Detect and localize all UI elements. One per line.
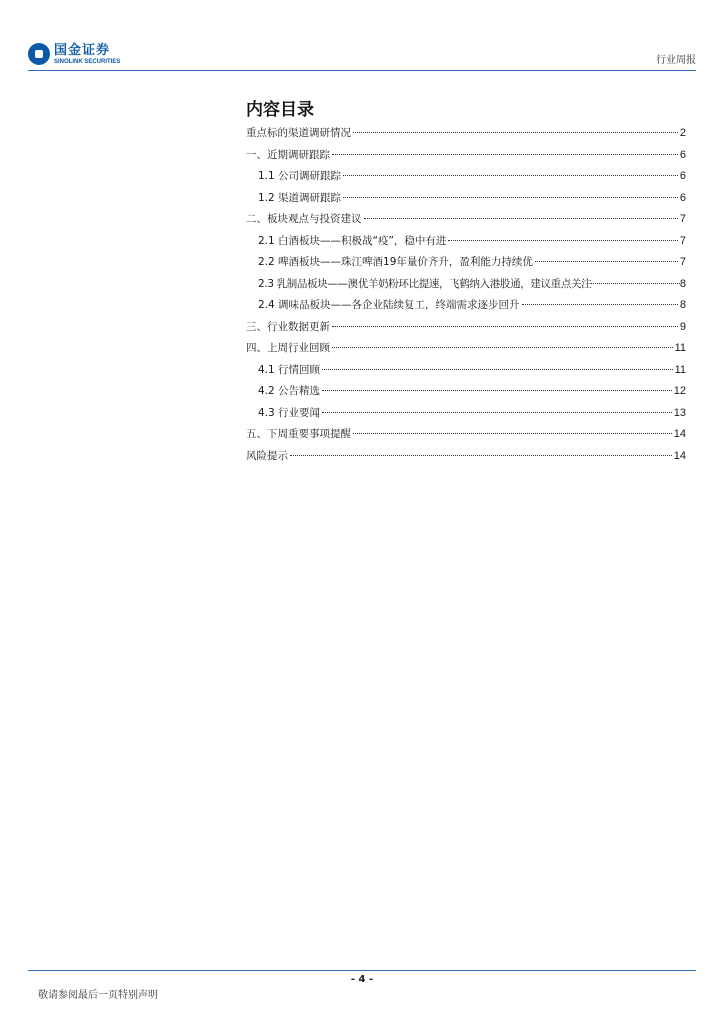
- toc-entry-label: 二、板块观点与投资建议: [246, 213, 362, 225]
- table-of-contents: [246, 95, 686, 469]
- toc-entry-label: 重点标的渠道调研情况: [246, 127, 351, 139]
- toc-entry-page: 6: [679, 170, 686, 182]
- toc-entry-label: 风险提示: [246, 449, 288, 462]
- toc-entry-label: 三、行业数据更新: [246, 320, 330, 333]
- toc-entry-page: 12: [673, 385, 686, 397]
- toc-entry-label: 2.1 白酒板块——积极战“疫”，稳中有进: [258, 234, 447, 247]
- toc-entry[interactable]: [246, 426, 686, 448]
- toc-entry-page: 2: [679, 127, 686, 139]
- toc-entry-page: 8: [679, 277, 686, 290]
- toc-leader-dots: [322, 390, 672, 391]
- toc-leader-dots: [343, 175, 678, 176]
- toc-leader-dots: [591, 283, 680, 284]
- toc-leader-dots: [332, 326, 678, 327]
- toc-entry[interactable]: [246, 233, 686, 255]
- toc-entry[interactable]: [246, 383, 686, 405]
- header-divider: [28, 70, 696, 71]
- toc-entry-label: 4.3 行业要闻: [258, 406, 321, 419]
- page-number: - 4 -: [350, 974, 374, 985]
- toc-entry[interactable]: [246, 276, 686, 298]
- toc-leader-dots: [332, 154, 678, 155]
- toc-entry[interactable]: [246, 254, 686, 276]
- toc-entry-page: 11: [674, 342, 686, 354]
- toc-entry-page: 7: [679, 234, 686, 247]
- toc-entry[interactable]: [246, 319, 686, 341]
- toc-title: 内容目录: [246, 100, 314, 120]
- toc-entry-label: 2.4 调味品板块——各企业陆续复工，终端需求逐步回升: [258, 299, 520, 311]
- toc-entry-label: 一、近期调研跟踪: [246, 148, 330, 161]
- toc-leader-dots: [353, 433, 672, 434]
- toc-entry-page: 7: [679, 256, 686, 268]
- toc-entry-page: 9: [679, 320, 686, 333]
- toc-leader-dots: [332, 347, 673, 348]
- page-header: [28, 38, 696, 70]
- toc-entry[interactable]: [246, 297, 686, 319]
- footer-divider: [28, 970, 696, 971]
- disclaimer-text: 敬请参阅最后一页特别声明: [38, 990, 158, 1001]
- report-type: 行业周报: [656, 55, 696, 66]
- toc-entry[interactable]: [246, 340, 686, 362]
- toc-entry-label: 4.1 行情回顾: [258, 363, 321, 376]
- toc-entry[interactable]: [246, 405, 686, 427]
- toc-entry-page: 6: [679, 191, 686, 204]
- toc-entry[interactable]: [246, 125, 686, 147]
- toc-entry-label: 四、上周行业回顾: [246, 342, 330, 354]
- toc-entry-label: 2.3 乳制品板块——澳优羊奶粉环比提速，飞鹤纳入港股通，建议重点关注: [258, 277, 592, 290]
- toc-entry[interactable]: [246, 168, 686, 190]
- toc-entry-label: 五、下周重要事项提醒: [246, 428, 351, 440]
- toc-leader-dots: [448, 240, 677, 241]
- toc-entry-page: 14: [673, 428, 686, 440]
- toc-leader-dots: [353, 132, 678, 133]
- toc-entry-page: 11: [674, 363, 686, 376]
- toc-entry[interactable]: [246, 448, 686, 470]
- toc-entry-page: 13: [673, 406, 686, 419]
- toc-entry-page: 8: [679, 299, 686, 311]
- company-logo: [28, 40, 120, 68]
- toc-entry-label: 1.2 渠道调研跟踪: [258, 191, 342, 204]
- toc-leader-dots: [322, 412, 672, 413]
- toc-entry-label: 1.1 公司调研跟踪: [258, 170, 342, 182]
- toc-entry-page: 14: [673, 449, 686, 462]
- toc-entry-label: 2.2 啤酒板块——珠江啤酒19年量价齐升，盈利能力持续优: [258, 256, 533, 268]
- toc-entry[interactable]: [246, 362, 686, 384]
- toc-entry-page: 7: [679, 213, 686, 225]
- toc-leader-dots: [535, 261, 678, 262]
- toc-entry-page: 6: [679, 148, 686, 161]
- toc-entry[interactable]: [246, 147, 686, 169]
- toc-leader-dots: [322, 369, 673, 370]
- toc-leader-dots: [364, 218, 678, 219]
- logo-icon: [28, 43, 50, 65]
- toc-leader-dots: [522, 304, 678, 305]
- toc-leader-dots: [290, 455, 672, 456]
- logo-english-name: SINOLINK SECURITIES: [54, 58, 121, 65]
- logo-chinese-name: 国金证券: [54, 42, 111, 58]
- toc-entry[interactable]: [246, 190, 686, 212]
- toc-entry[interactable]: [246, 211, 686, 233]
- toc-leader-dots: [343, 197, 678, 198]
- toc-entry-label: 4.2 公告精选: [258, 385, 321, 397]
